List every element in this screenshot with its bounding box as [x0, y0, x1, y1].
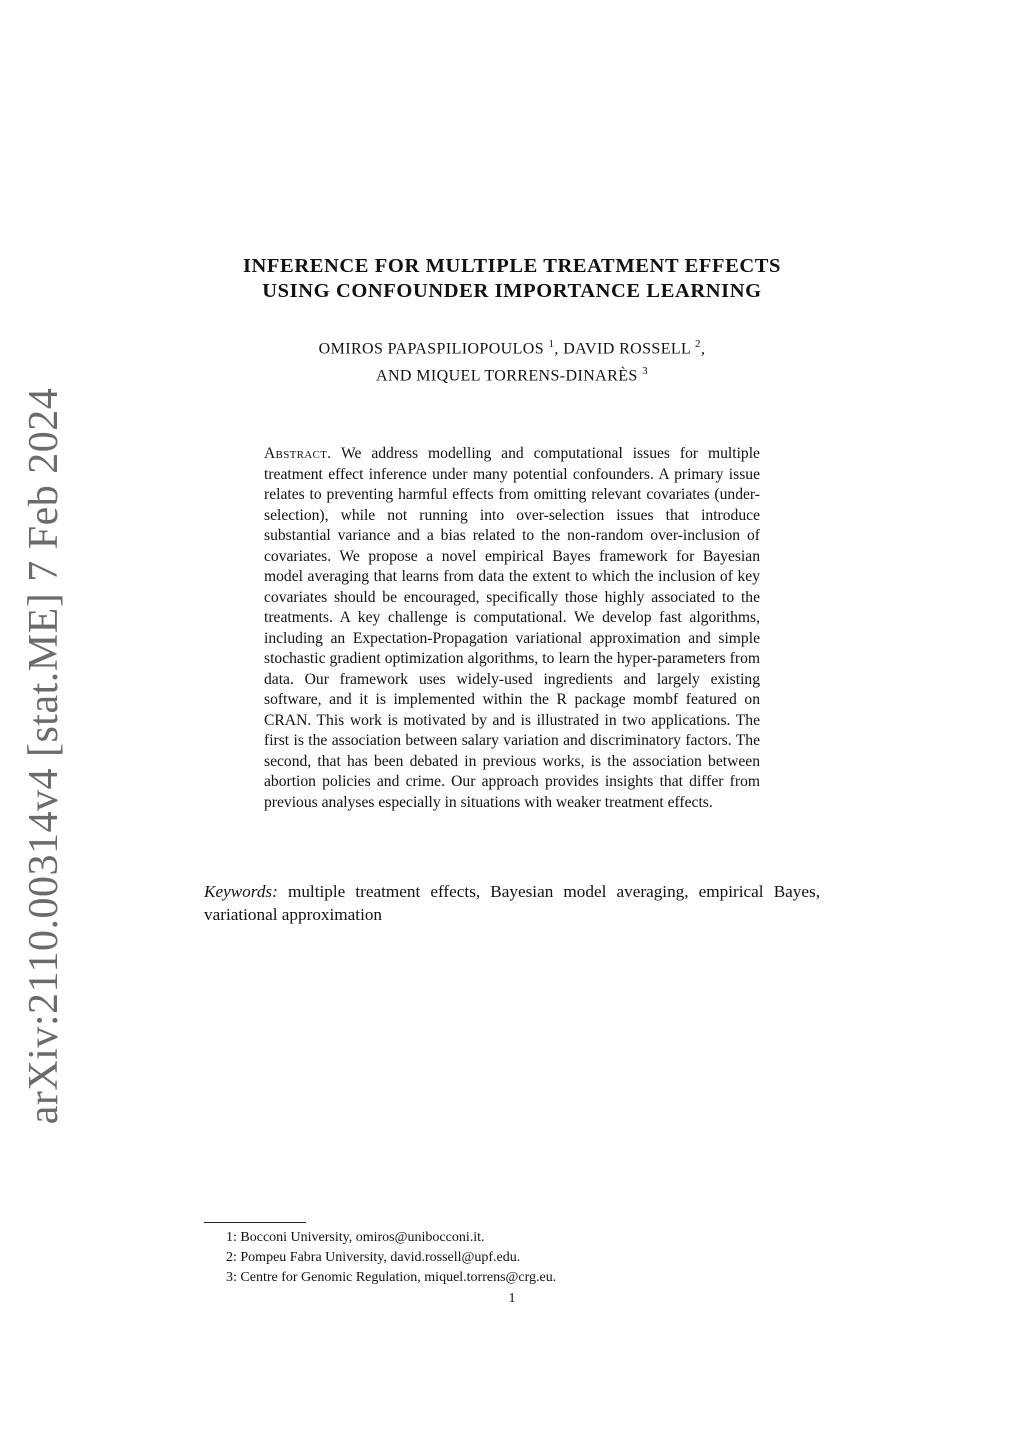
- arxiv-identifier-stamp: arXiv:2110.00314v4 [stat.ME] 7 Feb 2024: [21, 387, 67, 1125]
- conjunction: AND: [376, 367, 417, 385]
- author-name: OMIROS PAPASPILIOPOULOS: [318, 340, 545, 358]
- page-number: 1: [508, 1291, 516, 1306]
- footnote-rule: [204, 1222, 306, 1223]
- author-line-1: [150, 333, 874, 360]
- keywords: [204, 880, 820, 926]
- keywords-label: Keywords:: [204, 882, 278, 901]
- author-separator: ,: [700, 340, 706, 358]
- affiliation-mark: 2: [695, 338, 701, 350]
- footnote-affiliation-1: 1: Bocconi University, omiros@unibocconi.it.: [226, 1230, 485, 1245]
- author-separator: ,: [554, 340, 564, 358]
- author-name: MIQUEL TORRENS-DINARÈS: [416, 367, 638, 385]
- footnote-affiliation-3: 3: Centre for Genomic Regulation, miquel.torrens@crg.eu.: [226, 1270, 557, 1285]
- footnotes: [226, 1228, 826, 1288]
- abstract-label: Abstract.: [264, 445, 332, 462]
- paper-title: [150, 254, 874, 304]
- keywords-text: multiple treatment effects, Bayesian model averaging, empirical Bayes, variational approximation: [204, 882, 821, 924]
- abstract-text: We address modelling and computational issues for multiple treatment effect inference under many potential confounders. A primary issue relates to preventing harmful effects from omitting relevant covariates (under-selection), while not running into over-selection issues that introduce substantial variance and a bias related to the non-random over-inclusion of covariates. We propose a novel empirical Bayes framework for Bayesian model averaging that learns from data the extent to which the inclusion of key covariates should be encouraged, specifically those highly associated to the treatments. A key challenge is computational. We develop fast algorithms, including an Expectation-Propagation variational approximation and simple stochastic gradient optimization algorithms, to learn the hyper-parameters from data. Our framework uses widely-used ingredients and largely existing software, and it is implemented within the R package mombf featured on CRAN. This work is motivated by and is illustrated in two applications. The first is the association between salary variation and discriminatory factors. The second, that has been debated in previous works, is the association between abortion policies and crime. Our approach provides insights that differ from previous analyses especially in situations with weaker treatment effects.: [264, 445, 760, 811]
- author-name: DAVID ROSSELL: [563, 340, 691, 358]
- author-line-2: [150, 360, 874, 387]
- author-list: [150, 333, 874, 388]
- title-line-1: INFERENCE FOR MULTIPLE TREATMENT EFFECTS: [242, 255, 782, 277]
- affiliation-mark: 1: [548, 338, 555, 350]
- abstract: [264, 444, 760, 813]
- footnote-affiliation-2: 2: Pompeu Fabra University, david.rossell@upf.edu.: [226, 1250, 521, 1265]
- affiliation-mark: 3: [642, 365, 648, 378]
- title-line-2: USING CONFOUNDER IMPORTANCE LEARNING: [262, 280, 762, 302]
